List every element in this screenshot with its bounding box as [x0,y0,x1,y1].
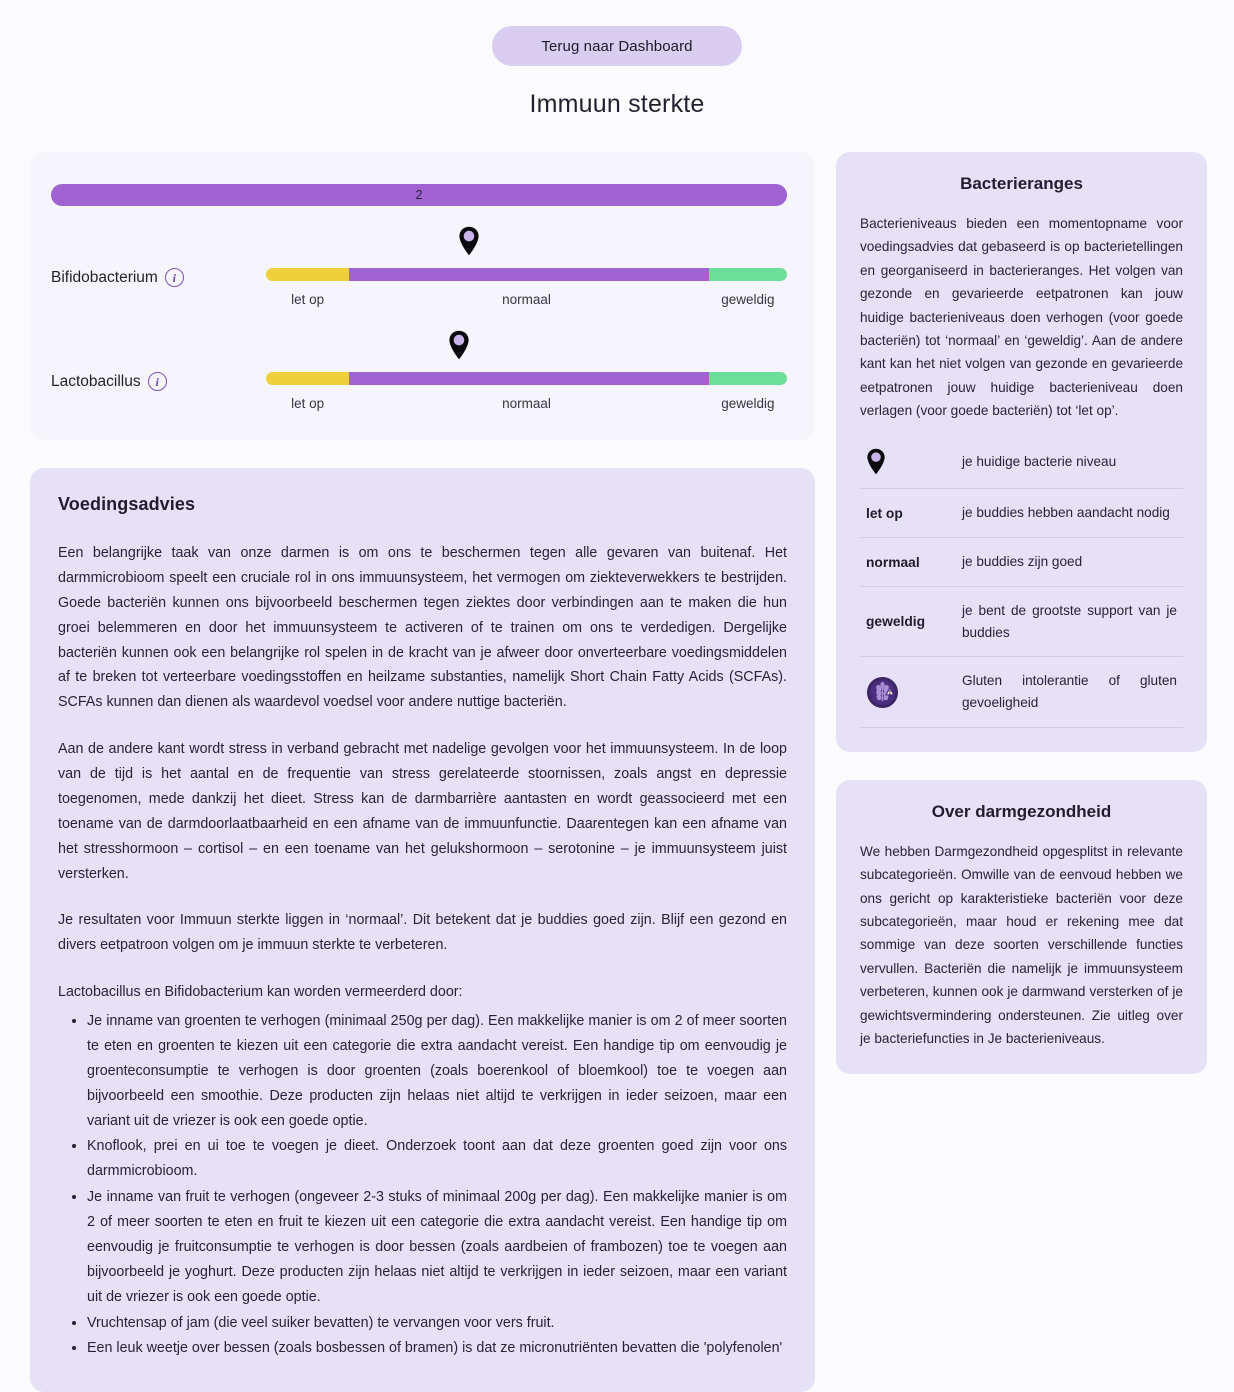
advice-list [58,1009,787,1361]
advice-paragraph: Aan de andere kant wordt stress in verband gebracht met nadelige gevolgen voor het immuunsysteem. In de loop van de tijd is het aantal en de frequentie van stress gerelateerde stoornissen, zoals angst en depressie toegenomen, mede dankzij het dieet. Stress kan de darmbarrière aantasten en wordt geassocieerd met een toename van de darmdoorlaatbaarheid en een afname van de immuunfunctie. Daarentegen kan een afname van het stresshormoon – cortisol – en een toename van het gelukshormoon – serotonine – je immuunsysteem juist versterken. [58,741,787,882]
range-label-geweldig: geweldig [721,292,775,307]
legend-row-let-op [860,489,1183,538]
gut-health-title: Over darmgezondheid [931,801,1112,821]
bacteria-ranges-panel [836,152,1207,752]
legend-text: je bent de grootste support van je buddies [962,602,1177,640]
back-to-dashboard-button[interactable]: Terug naar Dashboard [492,26,742,66]
range-labels [266,292,787,310]
legend-text: je huidige bacterie niveau [962,454,1117,469]
gut-health-body: We hebben Darmgezondheid opgesplitst in relevante subcategorieën. Omwille van de eenvoud hebben we ons gericht op karakteristieke bacteriën voor deze subcategorieën, maar houd er rekening mee dat sommige van deze soorten verschillende functies vervullen. Bacteriën die namelijk je immuunsysteem verbeteren, kunnen ook je darmwand versterken of je gewichtsvermindering ondersteunen. Zie uitleg over je bacteriefuncties in Je bacterieniveaus. [860,843,1183,1046]
list-item: • Je inname van fruit te verhogen (ongeveer 2-3 stuks of minimaal 200g per dag). Een makkelijke manier is om 2 of meer soorten te eten en fruit te kiezen uit een categorie die extra aandacht vereist. Een handige tip om eenvoudig je fruitconsumptie te verhogen is door bessen (zoals aardbeien of frambozen) toe te voegen aan bijvoorbeeld je yoghurt. Deze producten zijn helaas niet altijd te verkrijgen in ieder seizoen, maar een variant uit de vriezer is ook een goede optie. [87,1185,787,1309]
legend-text: Gluten intolerantie of gluten gevoeligheid [962,673,1177,711]
list-item: • Knoflook, prei en ui toe te voegen je dieet. Onderzoek toont aan dat deze groenten goed zijn voor ons darmmicrobioom. [87,1134,787,1184]
range-label-geweldig: geweldig [721,396,775,411]
right-column [836,152,1207,1074]
range-track [266,268,787,281]
range-track [266,372,787,385]
legend-key [866,676,948,709]
overall-score-bar [51,184,787,206]
range-segment-normaal [349,372,708,385]
nutrition-advice-title: Voedingsadvies [58,494,196,514]
range-labels [266,396,787,414]
bacteria-row-bifidobacterium [51,246,787,310]
range-segment-geweldig [709,372,787,385]
range-label-let-op: let op [291,292,325,307]
advice-paragraph: Je resultaten voor Immuun sterkte liggen in ‘normaal’. Dit betekent dat je buddies goed zijn. Blijf een gezond en divers eetpatroon volgen om je immuun sterkte te verbeteren. [58,912,787,954]
nutrition-advice-card [30,468,815,1392]
legend-key: geweldig [866,614,926,630]
bacteria-gauge-card [30,152,815,440]
range-segment-let-op [266,372,349,385]
legend-key: normaal [866,554,920,570]
legend-key: let op [866,505,903,521]
map-pin-icon [866,448,886,475]
legend-row-normaal [860,538,1183,587]
bacteria-range-slider [266,350,787,414]
range-segment-normaal [349,268,708,281]
legend-row-current-level [860,444,1183,489]
bacteria-range-slider [266,246,787,310]
bacteria-label-group [51,246,266,287]
map-pin-icon [448,330,470,360]
legend-row-gluten [860,657,1183,728]
list-item: • Een leuk weetje over bessen (zoals bosbessen of bramen) is dat ze micronutriënten bevatten die 'polyfenolen' [87,1336,787,1361]
range-label-let-op: let op [291,396,325,411]
map-pin-icon [458,226,480,256]
advice-paragraph: Een belangrijke taak van onze darmen is om ons te beschermen tegen alle gevaren van buitenaf. Het darmmicrobioom speelt een cruciale rol in ons immuunsysteem, het vermogen om ziekteverwekkers te bestrijden. Goede bacteriën kunnen ons bijvoorbeeld beschermen tegen ziektes door verbindingen aan te maken die hun groei belemmeren en door het immuunsysteem te activeren of te trainen om ons te verdedigen. Dergelijke bacteriën kunnen ook een belangrijke rol spelen in de kracht van je afweer door onverteerbare voedingsmiddelen af te breken tot verteerbare voedingsstoffen en heilzame substanties, namelijk Short Chain Fatty Acids (SCFAs). SCFAs kunnen dan dienen als waardevol voedsel voor andere nuttige bacteriën. [58,545,787,711]
page-header [0,0,1234,119]
advice-list-lead-in: Lactobacillus en Bifidobacterium kan worden vermeerderd door: [58,984,463,1001]
left-column [30,152,815,1392]
page-title: Immuun sterkte [529,90,705,118]
range-legend [860,444,1183,728]
list-item: • Vruchtensap of jam (die veel suiker bevatten) te vervangen voor vers fruit. [87,1311,787,1336]
overall-score-value: 2 [415,187,423,202]
info-icon[interactable]: i [148,372,167,391]
gluten-warning-icon [866,676,899,709]
bacteria-label-group [51,350,266,391]
bacteria-row-lactobacillus [51,350,787,414]
range-segment-geweldig [709,268,787,281]
bacteria-ranges-title: Bacterieranges [960,174,1083,193]
bacteria-ranges-body: Bacterieniveaus bieden een momentopname voor voedingsadvies dat gebaseerd is op bacterietellingen en georganiseerd in bacterieranges. Het volgen van gezonde en gevarieerde eetpatronen kan jouw huidige bacterieniveaus doen verhogen (voor goede bacteriën) tot ‘normaal’ en ‘geweldig’. Aan de andere kant kan het niet volgen van gezonde en gevarieerde eetpatronen jouw huidige bacterieniveau doen verlagen (voor goede bacteriën) tot ‘let op’. [860,216,1183,418]
range-segment-let-op [266,268,349,281]
list-item: • Je inname van groenten te verhogen (minimaal 250g per dag). Een makkelijke manier is om 2 of meer soorten te eten en groenten te kiezen uit een categorie die extra aandacht vereist. Een handige tip om eenvoudig je groenteconsumptie te verhogen is door groenten (zoals boerenkool of bloemkool) toe te voegen aan bijvoorbeeld een smoothie. Deze producten zijn helaas niet altijd te verkrijgen in ieder seizoen, maar een variant uit de vriezer is ook een goede optie. [87,1009,787,1133]
gut-health-panel [836,780,1207,1074]
bacteria-name: Bifidobacterium [51,268,158,286]
legend-key [866,448,948,475]
info-icon[interactable]: i [165,268,184,287]
legend-text: je buddies zijn goed [962,554,1083,570]
range-label-normaal: normaal [502,396,551,411]
legend-row-geweldig [860,587,1183,658]
content-layout [0,152,1234,1392]
bacteria-name: Lactobacillus [51,372,141,390]
legend-text: je buddies hebben aandacht nodig [962,505,1170,521]
range-label-normaal: normaal [502,292,551,307]
